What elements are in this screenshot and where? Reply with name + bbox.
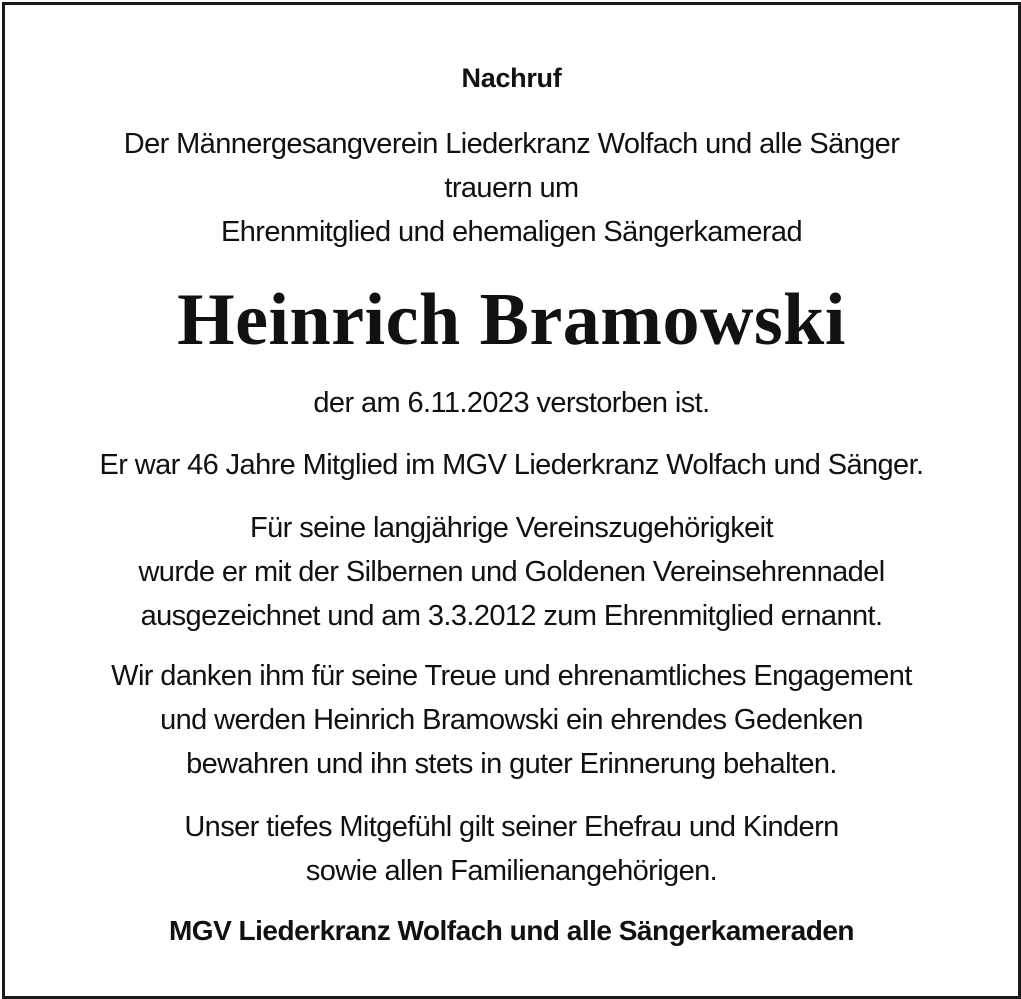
thanks-line: Wir danken ihm für seine Treue und ehrenamtliches Engagement [111, 660, 912, 692]
intro-line: Ehrenmitglied und ehemaligen Sängerkamerad [221, 216, 802, 248]
death-date-text: der am 6.11.2023 verstorben ist. [313, 387, 710, 419]
obituary-heading: Nachruf [461, 63, 562, 93]
membership-line [5, 443, 1018, 487]
obituary-content [5, 5, 1018, 996]
honors-line: Für seine langjährige Vereinszugehörigkeit [250, 512, 773, 544]
signature: MGV Liederkranz Wolfach und alle Sängerkameraden [168, 915, 855, 946]
intro-line: Der Männergesangverein Liederkranz Wolfach und alle Sänger [123, 128, 900, 160]
honors-paragraph [5, 506, 1018, 638]
sympathy-paragraph [5, 805, 1018, 893]
thanks-line: bewahren und ihn stets in guter Erinnerung behalten. [186, 748, 837, 780]
obituary-frame [2, 2, 1021, 999]
honors-line: ausgezeichnet und am 3.3.2012 zum Ehrenmitglied ernannt. [140, 600, 883, 632]
honors-line: wurde er mit der Silbernen und Goldenen Vereinsehrennadel [138, 556, 885, 588]
thanks-line: und werden Heinrich Bramowski ein ehrendes Gedenken [160, 704, 863, 736]
death-date-line [5, 381, 1018, 425]
sympathy-line: Unser tiefes Mitgefühl gilt seiner Ehefrau und Kindern [184, 811, 839, 843]
deceased-name: Heinrich Bramowski [177, 279, 846, 361]
thanks-paragraph [5, 654, 1018, 786]
intro-paragraph [5, 122, 1018, 254]
sympathy-line: sowie allen Familienangehörigen. [305, 855, 718, 887]
membership-text: Er war 46 Jahre Mitglied im MGV Liederkranz Wolfach und Sänger. [99, 449, 924, 481]
intro-line: trauern um [444, 172, 579, 204]
